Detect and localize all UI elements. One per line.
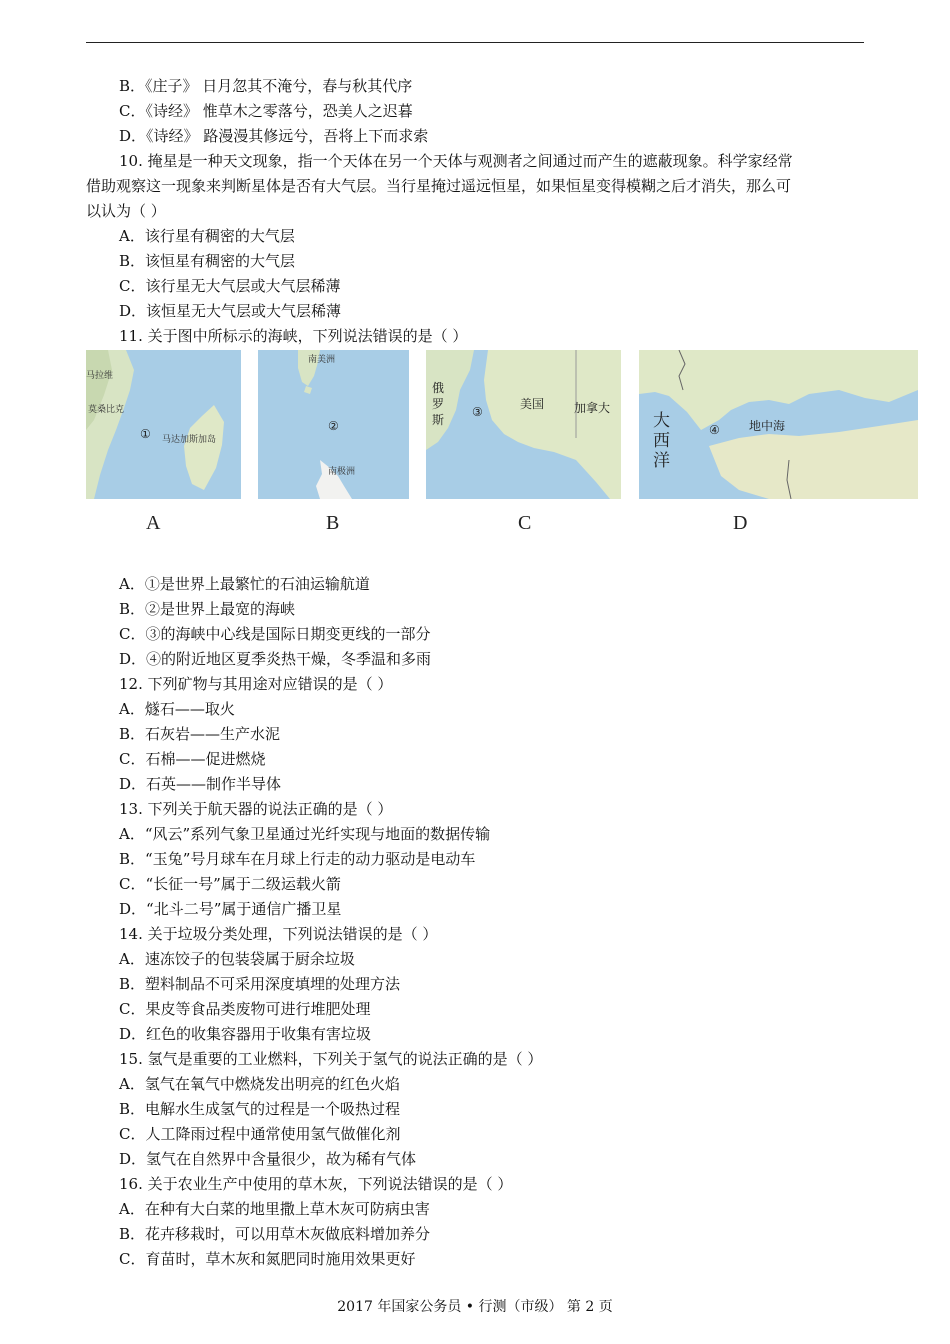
option-line: A．燧石——取火 <box>119 700 235 718</box>
strait-maps <box>86 350 920 540</box>
option-line: B．塑料制品不可采用深度填埋的处理方法 <box>119 975 401 993</box>
option-line: C．育苗时，草木灰和氮肥同时施用效果更好 <box>119 1250 416 1268</box>
map-d-label-atlantic-3: 洋 <box>653 451 670 471</box>
option-line: C．石棉——促进燃烧 <box>119 750 266 768</box>
question-15: 15. 氢气是重要的工业燃料，下列关于氢气的说法正确的是（ ） <box>119 1050 543 1068</box>
map-b-label-antarctica: 南极洲 <box>328 467 356 477</box>
map-b-caption: B <box>326 512 340 534</box>
map-c-label-canada: 加拿大 <box>574 401 611 415</box>
page-footer: 2017 年国家公务员 • 行测（市级） 第 2 页 <box>337 1299 613 1315</box>
option-line: A．氢气在氧气中燃烧发出明亮的红色火焰 <box>119 1075 400 1093</box>
option-line: A．“风云”系列气象卫星通过光纤实现与地面的数据传输 <box>119 825 491 843</box>
option-line: B．“玉兔”号月球车在月球上行走的动力驱动是电动车 <box>119 850 476 868</box>
map-a-label-malawi: 马拉维 <box>86 371 114 381</box>
option-line: A．在种有大白菜的地里撒上草木灰可防病虫害 <box>119 1200 430 1218</box>
option-line: D．该恒星无大气层或大气层稀薄 <box>119 302 342 320</box>
question-10-line2: 借助观察这一现象来判断星体是否有大气层。当行星掩过遥远恒星，如果恒星变得模糊之后才消失，那么可 <box>86 177 792 195</box>
map-b <box>258 350 409 499</box>
map-a-label-mozambique: 莫桑比克 <box>88 405 125 415</box>
option-line: D．红色的收集容器用于收集有害垃圾 <box>119 1025 372 1043</box>
map-c-label-russia-2: 罗 <box>432 397 445 411</box>
map-b-label-south-america: 南美洲 <box>308 355 336 365</box>
option-line: D．《诗经》 路漫漫其修远兮，吾将上下而求索 <box>119 127 429 145</box>
map-d-label-mediterranean: 地中海 <box>749 419 786 433</box>
map-d <box>639 350 918 499</box>
option-line: C．“长征一号”属于二级运载火箭 <box>119 875 341 893</box>
option-line: B．《庄子》 日月忽其不淹兮，春与秋其代序 <box>119 77 413 95</box>
option-line: A．该行星有稠密的大气层 <box>119 227 295 245</box>
option-line: C．人工降雨过程中通常使用氢气做催化剂 <box>119 1125 401 1143</box>
option-line: B．花卉移栽时，可以用草木灰做底料增加养分 <box>119 1225 431 1243</box>
option-line: A．速冻饺子的包装袋属于厨余垃圾 <box>119 950 355 968</box>
map-d-strait-marker: ④ <box>709 423 720 437</box>
option-line: B．该恒星有稠密的大气层 <box>119 252 296 270</box>
option-line: C．该行星无大气层或大气层稀薄 <box>119 277 341 295</box>
map-a <box>86 350 241 499</box>
map-c-caption: C <box>518 512 532 534</box>
map-c-label-russia-3: 斯 <box>432 413 445 427</box>
map-b-strait-marker: ② <box>328 419 339 433</box>
map-a-strait-marker: ① <box>140 427 151 441</box>
question-16: 16. 关于农业生产中使用的草木灰，下列说法错误的是（ ） <box>119 1175 513 1193</box>
map-d-label-atlantic-1: 大 <box>653 411 670 431</box>
question-10-line3: 以认为（ ） <box>86 202 166 220</box>
option-line: D．氢气在自然界中含量很少，故为稀有气体 <box>119 1150 417 1168</box>
map-a-caption: A <box>146 512 161 534</box>
map-c-label-usa: 美国 <box>520 397 545 411</box>
option-line: D．石英——制作半导体 <box>119 775 282 793</box>
question-14: 14. 关于垃圾分类处理，下列说法错误的是（ ） <box>119 925 438 943</box>
question-11: 11. 关于图中所标示的海峡，下列说法错误的是（ ） <box>119 327 468 345</box>
map-a-label-madagascar: 马达加斯加岛 <box>162 435 217 445</box>
map-c <box>426 350 621 499</box>
map-d-label-atlantic-2: 西 <box>653 431 670 451</box>
option-line: C．果皮等食品类废物可进行堆肥处理 <box>119 1000 371 1018</box>
question-10-line1: 10. 掩星是一种天文现象，指一个天体在另一个天体与观测者之间通过而产生的遮蔽现象。科学家经常 <box>119 152 793 170</box>
question-12: 12. 下列矿物与其用途对应错误的是（ ） <box>119 675 393 693</box>
option-line: B．石灰岩——生产水泥 <box>119 725 281 743</box>
option-line: C．《诗经》 惟草木之零落兮，恐美人之迟暮 <box>119 102 413 120</box>
option-line: B．②是世界上最宽的海峡 <box>119 600 296 618</box>
option-line: C．③的海峡中心线是国际日期变更线的一部分 <box>119 625 431 643</box>
header-rule <box>86 42 864 43</box>
map-c-strait-marker: ③ <box>472 405 483 419</box>
map-c-label-russia-1: 俄 <box>432 381 445 395</box>
map-d-caption: D <box>733 512 748 534</box>
option-line: D．“北斗二号”属于通信广播卫星 <box>119 900 342 918</box>
option-line: D．④的附近地区夏季炎热干燥，冬季温和多雨 <box>119 650 432 668</box>
question-13: 13. 下列关于航天器的说法正确的是（ ） <box>119 800 393 818</box>
option-line: A．①是世界上最繁忙的石油运输航道 <box>119 575 370 593</box>
option-line: B．电解水生成氢气的过程是一个吸热过程 <box>119 1100 401 1118</box>
